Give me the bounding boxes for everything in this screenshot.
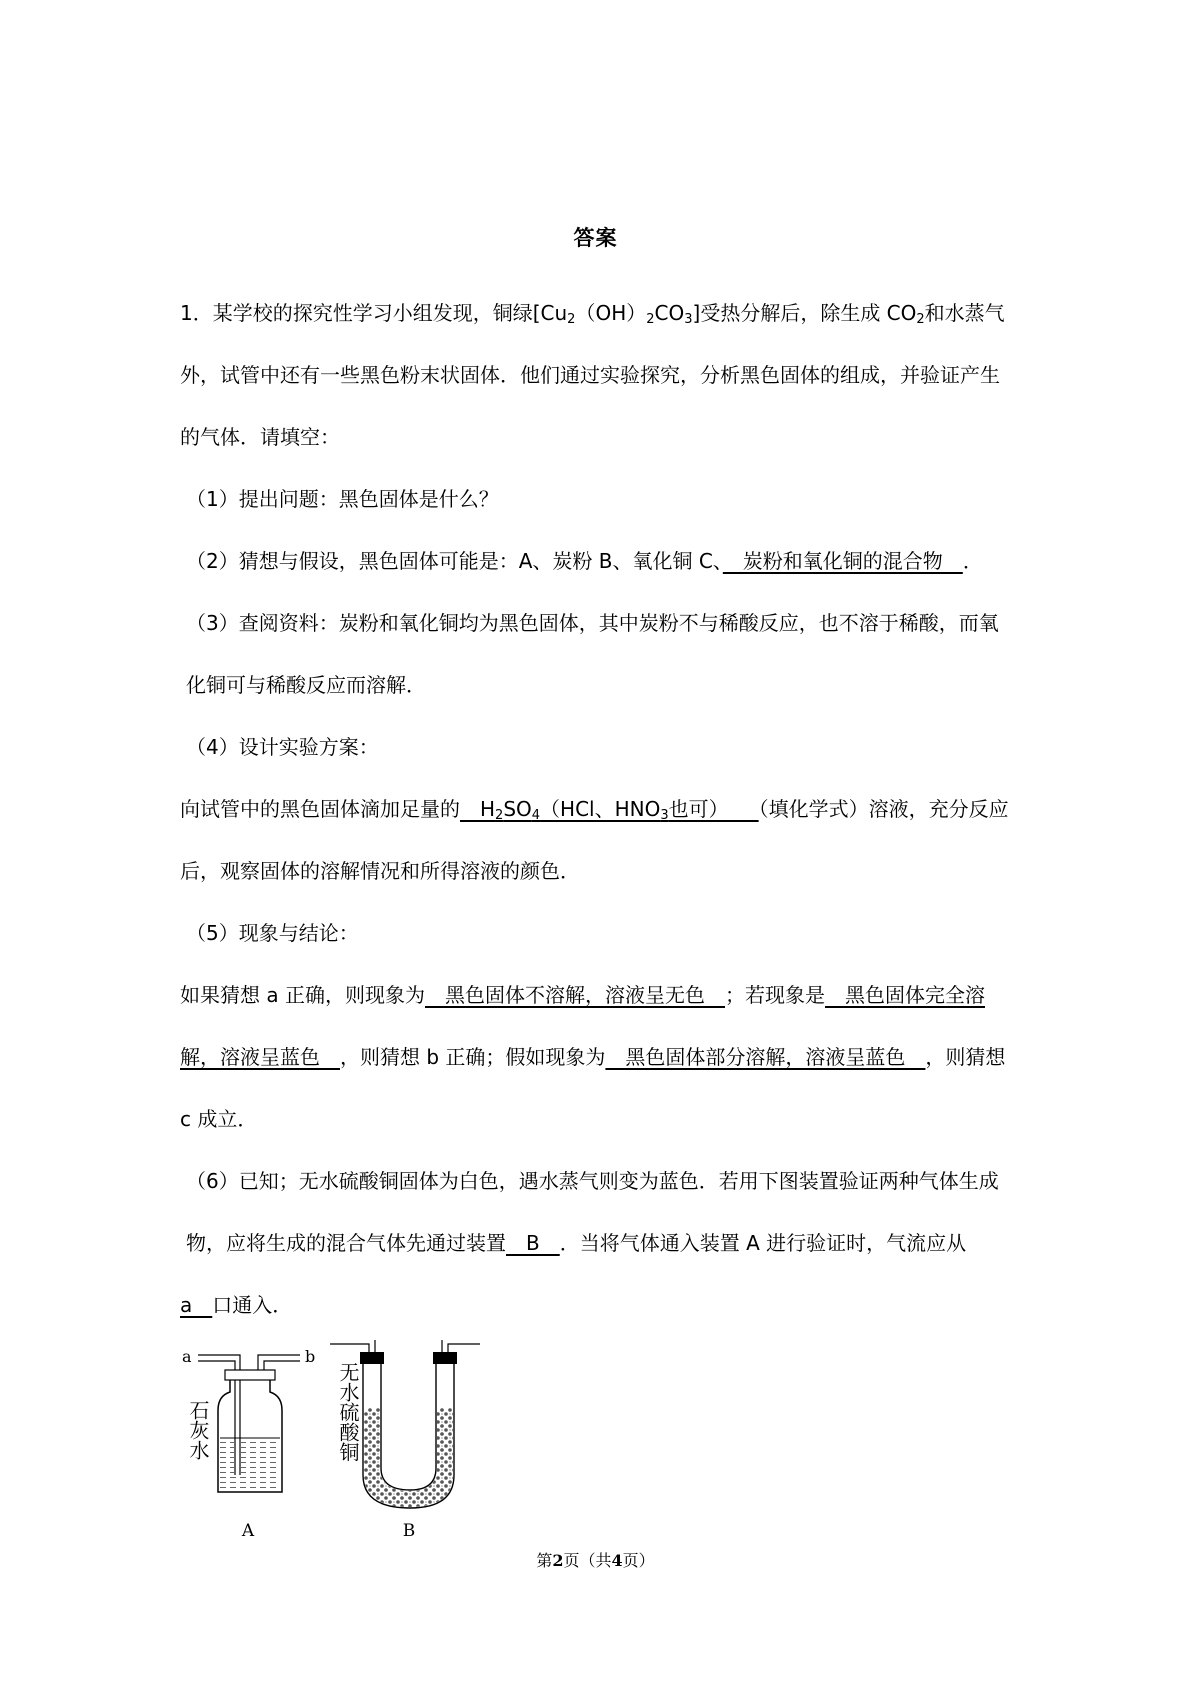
step-1: （1）提出问题：黑色固体是什么？ bbox=[186, 487, 499, 511]
answer-blank: 黑色固体部分溶解，溶液呈蓝色 bbox=[605, 1045, 926, 1069]
answer-blank: B bbox=[506, 1231, 560, 1255]
question-1 bbox=[180, 282, 1015, 1336]
answer-blank: 炭粉和氧化铜的混合物 bbox=[722, 549, 963, 573]
page-title: 答案 bbox=[573, 226, 618, 250]
question-intro: 1．某学校的探究性学习小组发现，铜绿$[Cu_2(OH)_2CO_3]$受热分解后，除生成 $CO_2$和水蒸气外，试管中还有一些黑色粉末状固体．他们通过实验探究，分析黑色固体的组成，并验证产生的气体．请填空： bbox=[180, 301, 1005, 449]
caption-a: A bbox=[241, 1521, 255, 1541]
page-number: 2 bbox=[552, 1551, 564, 1570]
apparatus-figure bbox=[180, 1340, 500, 1550]
label-a: a bbox=[182, 1347, 192, 1366]
bottle-a bbox=[182, 1347, 315, 1541]
step-6-end: a 口通入． bbox=[180, 1293, 293, 1317]
utube-b bbox=[330, 1340, 480, 1541]
step-6: （6）已知；无水硫酸铜固体为白色，遇水蒸气则变为蓝色．若用下图装置验证两种气体生成物，应将生成的混合气体先通过装置 B ．当将气体通入装置 A 进行验证时，气流应从 bbox=[186, 1169, 999, 1255]
step-4-body: 向试管中的黑色固体滴加足量的 $H_2SO_4(HCl$、$HNO_3$也可） （填化学式）溶液，充分反应后，观察固体的溶解情况和所得溶液的颜色． bbox=[180, 797, 1009, 883]
bottle-label: 石灰水 bbox=[186, 1400, 210, 1460]
step-5: （5）现象与结论： bbox=[186, 921, 359, 945]
step-2: （2）猜想与假设，黑色固体可能是：A、炭粉 B、氧化铜 C、 炭粉和氧化铜的混合物 ． bbox=[186, 549, 983, 573]
answer-blank: $H_2SO_4(HCl$、$HNO_3$也可） bbox=[460, 797, 759, 823]
answer-blank: 黑色固体不溶解，溶液呈无色 bbox=[424, 983, 725, 1007]
page-total: 4 bbox=[611, 1551, 623, 1570]
step-5-body: 如果猜想 a 正确，则现象为 黑色固体不溶解，溶液呈无色 ；若现象是 黑色固体完全溶解，溶液呈蓝色 ，则猜想 b 正确；假如现象为 黑色固体部分溶解，溶液呈蓝色 ，则猜想 c 成立． bbox=[180, 983, 1006, 1131]
apparatus-diagram bbox=[180, 1340, 500, 1550]
answer-blank: 黑色固体完全溶解，溶液呈蓝色 bbox=[180, 983, 985, 1069]
caption-b: B bbox=[402, 1521, 416, 1541]
page-footer: 第2页（共4页） bbox=[536, 1551, 655, 1570]
utube-label: 无水硫酸铜 bbox=[336, 1362, 360, 1462]
step-4: （4）设计实验方案： bbox=[186, 735, 379, 759]
answer-blank: a bbox=[180, 1293, 213, 1317]
step-3: （3）查阅资料：炭粉和氧化铜均为黑色固体，其中炭粉不与稀酸反应，也不溶于稀酸，而氧化铜可与稀酸反应而溶解． bbox=[186, 611, 999, 697]
label-b: b bbox=[305, 1347, 316, 1366]
